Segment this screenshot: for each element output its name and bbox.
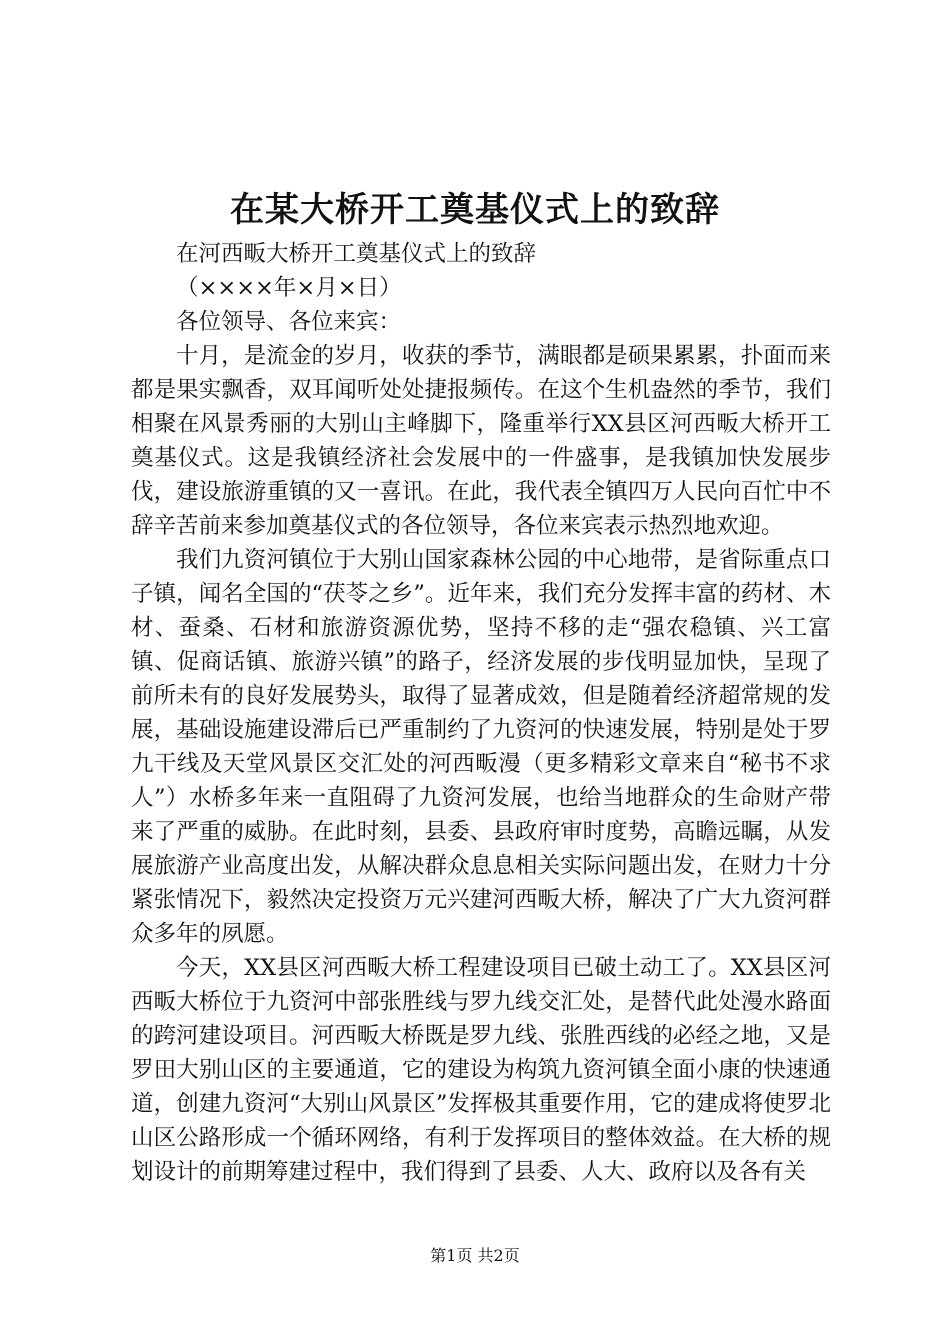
page-footer: 第1页 共2页 [430, 1246, 520, 1265]
salutation-paragraph: 各位领导、各位来宾： [176, 309, 402, 335]
body-paragraph: 十月，是流金的岁月，收获的季节，满眼都是硕果累累，扑面而来都是果实飘香，双耳闻听处处捷报频传。在这个生机盎然的季节，我们相聚在风景秀丽的大别山主峰脚下，隆重举行XX县区河西畈大桥开工奠基仪式。这是我镇经济社会发展中的一件盛事，是我镇加快发展步伐，建设旅游重镇的又一喜讯。在此，我代表全镇四万人民向百忙中不辞辛苦前来参加奠基仪式的各位领导，各位来宾表示热烈地欢迎。 [131, 343, 831, 539]
document-title: 在某大桥开工奠基仪式上的致辞 [230, 190, 720, 230]
date-paragraph: （××××年×月×日） [176, 275, 402, 301]
document-body [131, 237, 831, 1189]
subtitle-paragraph: 在河西畈大桥开工奠基仪式上的致辞 [176, 241, 537, 267]
body-paragraph: 今天，XX县区河西畈大桥工程建设项目已破土动工了。XX县区河西畈大桥位于九资河中部张胜线与罗九线交汇处，是替代此处漫水路面的跨河建设项目。河西畈大桥既是罗九线、张胜西线的必经之地，又是罗田大别山区的主要通道，它的建设为构筑九资河镇全面小康的快速通道，创建九资河“大别山风景区”发挥极其重要作用，它的建成将使罗北山区公路形成一个循环网络，有利于发挥项目的整体效益。在大桥的规划设计的前期筹建过程中，我们得到了县委、人大、政府以及各有关 [131, 955, 831, 1185]
body-paragraph: 我们九资河镇位于大别山国家森林公园的中心地带，是省际重点口子镇，闻名全国的“茯苓之乡”。近年来，我们充分发挥丰富的药材、木材、蚕桑、石材和旅游资源优势，坚持不移的走“强农稳镇、兴工富镇、促商话镇、旅游兴镇”的路子，经济发展的步伐明显加快，呈现了前所未有的良好发展势头，取得了显著成效，但是随着经济超常规的发展，基础设施建设滞后已严重制约了九资河的快速发展，特别是处于罗九干线及天堂风景区交汇处的河西畈漫（更多精彩文章来自“秘书不求人”）水桥多年来一直阻碍了九资河发展，也给当地群众的生命财产带来了严重的威胁。在此时刻，县委、县政府审时度势，高瞻远瞩，从发展旅游产业高度出发，从解决群众息息相关实际问题出发，在财力十分紧张情况下，毅然决定投资万元兴建河西畈大桥，解决了广大九资河群众多年的夙愿。 [131, 547, 831, 947]
